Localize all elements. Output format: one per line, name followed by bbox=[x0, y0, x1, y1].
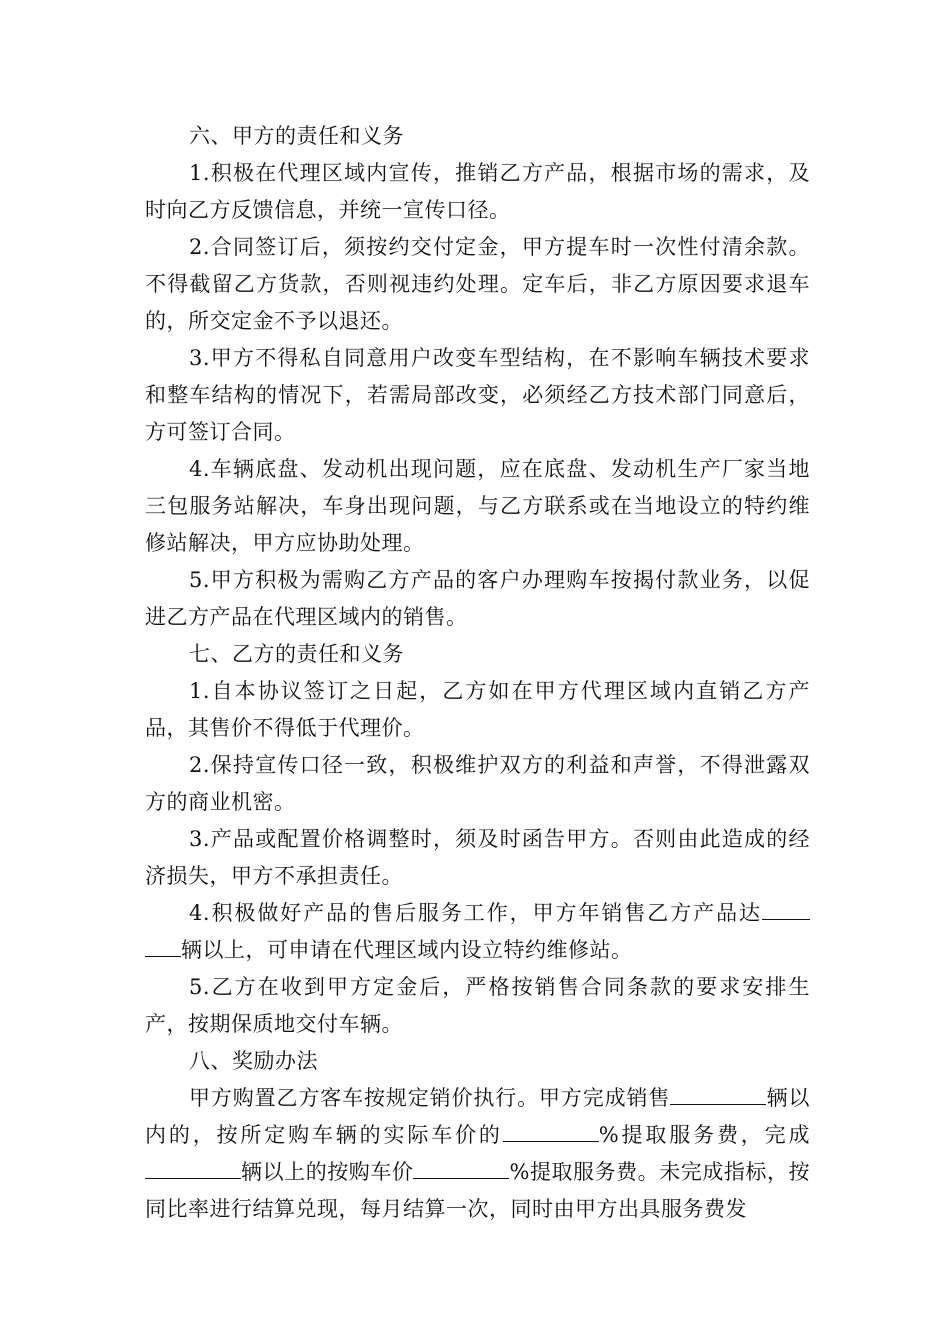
document-body bbox=[145, 118, 810, 1228]
clause-6-1: 1.积极在代理区域内宣传，推销乙方产品，根据市场的需求，及时向乙方反馈信息，并统一宣传口径。 bbox=[145, 161, 810, 222]
fill-blank-rate-2 bbox=[413, 1160, 509, 1179]
fill-blank-sales-count bbox=[670, 1086, 766, 1105]
clause-7-2: 2.保持宣传口径一致，积极维护双方的利益和声誉，不得泄露双方的商业机密。 bbox=[145, 753, 810, 814]
reward-text-3: %提取服务费，完成 bbox=[598, 1123, 810, 1147]
reward-text-2: 辆以内的，按所定购车辆的实际车价的 bbox=[145, 1086, 810, 1147]
fill-blank-annual-sales-cont bbox=[145, 938, 181, 957]
clause-7-3: 3.产品或配置价格调整时，须及时函告甲方。否则由此造成的经济损失，甲方不承担责任。 bbox=[145, 827, 810, 888]
fill-blank-rate-1 bbox=[503, 1123, 599, 1142]
clause-6-2: 2.合同签订后，须按约交付定金，甲方提车时一次性付清余款。不得截留乙方货款，否则视违约处理。定车后，非乙方原因要求退车的，所交定金不予以退还。 bbox=[145, 235, 810, 333]
fill-blank-sales-count-2 bbox=[145, 1160, 241, 1179]
reward-text-1: 甲方购置乙方客车按规定销价执行。甲方完成销售 bbox=[189, 1086, 671, 1110]
fill-blank-annual-sales bbox=[762, 901, 810, 920]
clause-7-1: 1.自本协议签订之日起，乙方如在甲方代理区域内直销乙方产品，其售价不得低于代理价。 bbox=[145, 679, 810, 740]
clause-6-5: 5.甲方积极为需购乙方产品的客户办理购车按揭付款业务，以促进乙方产品在代理区域内的销售。 bbox=[145, 568, 810, 629]
clause-7-4-text-a: 4.积极做好产品的售后服务工作，甲方年销售乙方产品达 bbox=[189, 901, 762, 925]
section-heading-8: 八、奖励办法 bbox=[189, 1049, 318, 1073]
section-heading-7: 七、乙方的责任和义务 bbox=[189, 642, 404, 666]
clause-7-4-text-b: 辆以上，可申请在代理区域内设立特约维修站。 bbox=[181, 938, 633, 962]
reward-paragraph bbox=[145, 1080, 810, 1228]
section-heading-6: 六、甲方的责任和义务 bbox=[189, 124, 404, 148]
clause-7-4 bbox=[145, 895, 810, 969]
clause-6-3: 3.甲方不得私自同意用户改变车型结构，在不影响车辆技术要求和整车结构的情况下，若需局部改变，必须经乙方技术部门同意后，方可签订合同。 bbox=[145, 346, 810, 444]
clause-7-5: 5.乙方在收到甲方定金后，严格按销售合同条款的要求安排生产，按期保质地交付车辆。 bbox=[145, 975, 810, 1036]
reward-text-4: 辆以上的按购车价 bbox=[241, 1160, 414, 1184]
reward-text-5: %提取服务费。未完成指标，按同比率进行结算兑现，每月结算一次，同时由甲方出具服务费发 bbox=[145, 1160, 811, 1221]
clause-6-4: 4.车辆底盘、发动机出现问题，应在底盘、发动机生产厂家当地三包服务站解决，车身出现问题，与乙方联系或在当地设立的特约维修站解决，甲方应协助处理。 bbox=[145, 457, 810, 555]
